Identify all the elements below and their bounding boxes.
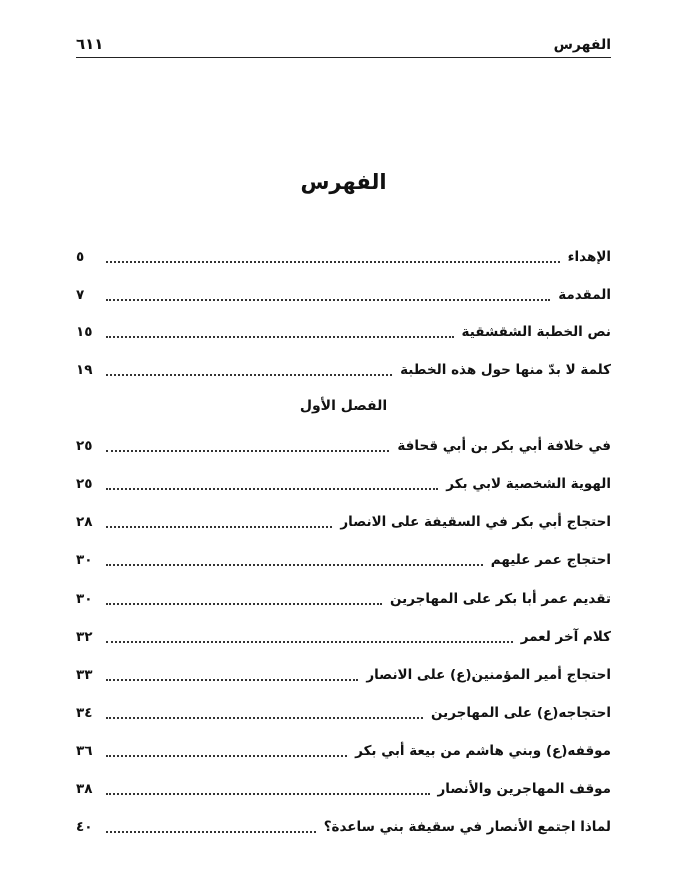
toc-entry-title: في خلافة أبي بكر بن أبي قحافة: [397, 438, 611, 454]
leader-dots: [106, 603, 382, 605]
toc-entry-title: الإهداء: [567, 249, 611, 265]
leader-dots: [106, 450, 389, 452]
leader-dots: [106, 717, 423, 719]
toc-entry-page: ٣٨: [76, 781, 93, 797]
toc-entry-title: المقدمة: [558, 287, 611, 303]
leader-dots: [106, 299, 550, 301]
toc-entry-page: ٤٠: [76, 819, 93, 835]
header-page-number: ٦١١: [76, 35, 104, 53]
toc-entry-page: ٣٢: [76, 629, 93, 645]
toc-entry-page: ١٥: [76, 324, 93, 340]
toc-entry-title: لماذا اجتمع الأنصار في سقيفة بني ساعدة؟: [323, 819, 611, 835]
toc-entry: [76, 358, 611, 382]
toc-entry: [76, 283, 611, 307]
toc-entry-title: احتجاجه(ع) على المهاجرين: [430, 705, 611, 721]
leader-dots: [106, 755, 347, 757]
toc-entry: [76, 777, 611, 801]
toc-entry-page: ١٩: [76, 362, 93, 378]
toc-entry-title: احتجاج عمر عليهم: [490, 552, 611, 568]
toc-entry-title: موقف المهاجرين والأنصار: [437, 781, 611, 797]
toc-entry-page: ٣٠: [76, 591, 93, 607]
toc-entry-title: احتجاج أبي بكر في السقيفة على الانصار: [340, 514, 611, 530]
toc-entry: [76, 587, 611, 611]
toc-entry-title: موقفه(ع) وبني هاشم من بيعة أبي بكر: [355, 743, 611, 759]
leader-dots: [106, 831, 316, 833]
toc-entry-title: احتجاج أمير المؤمنين(ع) على الانصار: [366, 667, 611, 683]
toc-entry-page: ٢٨: [76, 514, 93, 530]
leader-dots: [106, 679, 358, 681]
leader-dots: [106, 526, 332, 528]
running-header: [76, 32, 611, 58]
leader-dots: [106, 336, 454, 338]
toc-entry: [76, 815, 611, 839]
toc-entry: [76, 625, 611, 649]
page-title: الفهرس: [300, 170, 387, 194]
toc-entry-page: ٧: [76, 287, 85, 303]
toc-entry-page: ٢٥: [76, 476, 93, 492]
toc-entry: [76, 472, 611, 496]
header-title: الفهرس: [553, 37, 611, 53]
toc-entry-page: ٥: [76, 249, 85, 265]
toc-entry: [76, 510, 611, 534]
leader-dots: [106, 488, 438, 490]
toc-entry: [76, 548, 611, 572]
toc-entry-title: تقديم عمر أبا بكر على المهاجرين: [390, 591, 611, 607]
toc-entry-title: الهوية الشخصية لابي بكر: [446, 476, 611, 492]
toc-entry-page: ٢٥: [76, 438, 93, 454]
toc-entry-page: ٣٣: [76, 667, 93, 683]
toc-entry-page: ٣٦: [76, 743, 93, 759]
leader-dots: [106, 374, 392, 376]
section-heading: الفصل الأول: [299, 398, 388, 414]
leader-dots: [106, 261, 560, 263]
toc-entry: [76, 701, 611, 725]
leader-dots: [106, 793, 430, 795]
toc-entry: [76, 739, 611, 763]
toc-entry-page: ٣٠: [76, 552, 93, 568]
toc-entry-title: كلام آخر لعمر: [520, 629, 611, 645]
leader-dots: [106, 564, 483, 566]
toc-entry-title: نص الخطبة الشقشقية: [461, 324, 611, 340]
toc-entry-page: ٣٤: [76, 705, 93, 721]
toc-entry: [76, 663, 611, 687]
toc-entry-title: كلمة لا بدّ منها حول هذه الخطبة: [400, 362, 611, 378]
toc-entry: [76, 245, 611, 269]
toc-entry: [76, 320, 611, 344]
toc-entry: [76, 434, 611, 458]
leader-dots: [106, 641, 513, 643]
